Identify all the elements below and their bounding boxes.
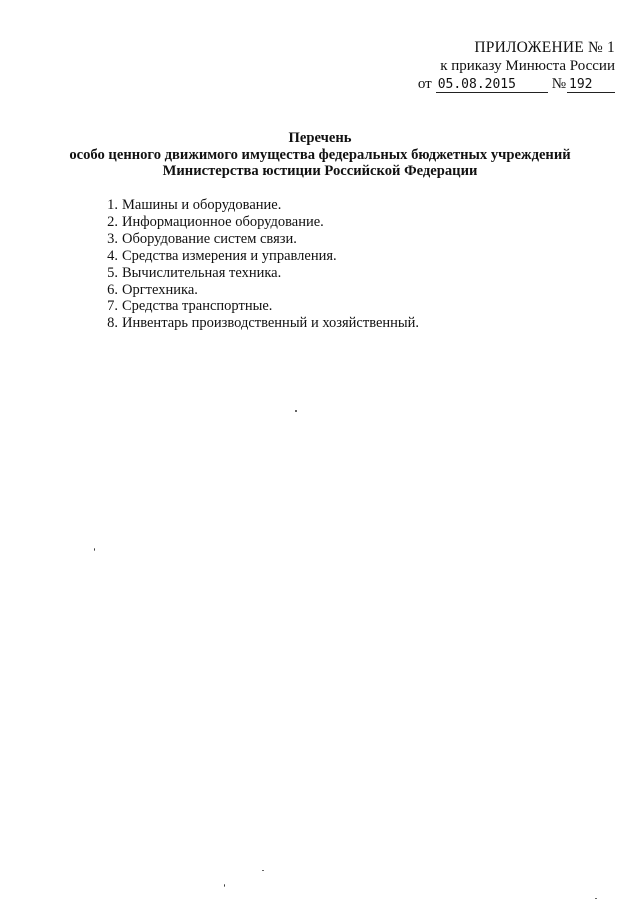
appendix-header: [395, 39, 615, 93]
scan-speck: [295, 410, 297, 412]
title-line-2: особо ценного движимого имущества федеральных бюджетных учреждений: [69, 146, 571, 163]
item-text: Инвентарь производственный и хозяйственный.: [122, 315, 420, 332]
list-item: [98, 231, 419, 248]
list-item: [98, 214, 419, 231]
list-item: [98, 248, 419, 265]
order-date: 05.08.2015: [436, 77, 548, 93]
item-text: Оборудование систем связи.: [122, 230, 297, 247]
title-line-3: Министерства юстиции Российской Федерации: [162, 163, 478, 179]
item-number: 1.: [107, 197, 118, 213]
list-item: [98, 282, 419, 299]
item-text: Средства транспортные.: [122, 298, 273, 315]
item-number: 6.: [107, 281, 118, 298]
item-text: Машины и оборудование.: [122, 197, 282, 213]
item-number: 4.: [107, 247, 118, 264]
item-number: 2.: [107, 213, 118, 230]
scan-speck: [595, 898, 597, 899]
scan-speck: [94, 548, 95, 551]
item-text: Вычислительная техника.: [122, 264, 282, 281]
document-title: [0, 130, 640, 180]
property-list: [98, 197, 419, 332]
item-number: 5.: [107, 264, 118, 281]
number-sign: №: [551, 76, 566, 92]
scan-speck: [262, 870, 264, 871]
item-text: Информационное оборудование.: [122, 213, 324, 230]
item-text: Средства измерения и управления.: [122, 247, 337, 264]
item-number: 8.: [107, 315, 118, 332]
list-item: [98, 298, 419, 315]
scan-speck: [224, 884, 225, 887]
item-text: Оргтехника.: [122, 281, 198, 298]
from-label: от: [417, 76, 432, 92]
list-item: [98, 265, 419, 282]
title-line-1: Перечень: [288, 130, 352, 146]
order-reference: [395, 75, 615, 93]
item-number: 3.: [107, 230, 118, 247]
appendix-title: ПРИЛОЖЕНИЕ № 1: [474, 39, 615, 56]
item-number: 7.: [107, 298, 118, 315]
list-item: [98, 197, 419, 214]
order-number: 192: [567, 77, 615, 93]
appendix-subtitle: к приказу Минюста России: [440, 58, 615, 74]
list-item: [98, 315, 419, 332]
